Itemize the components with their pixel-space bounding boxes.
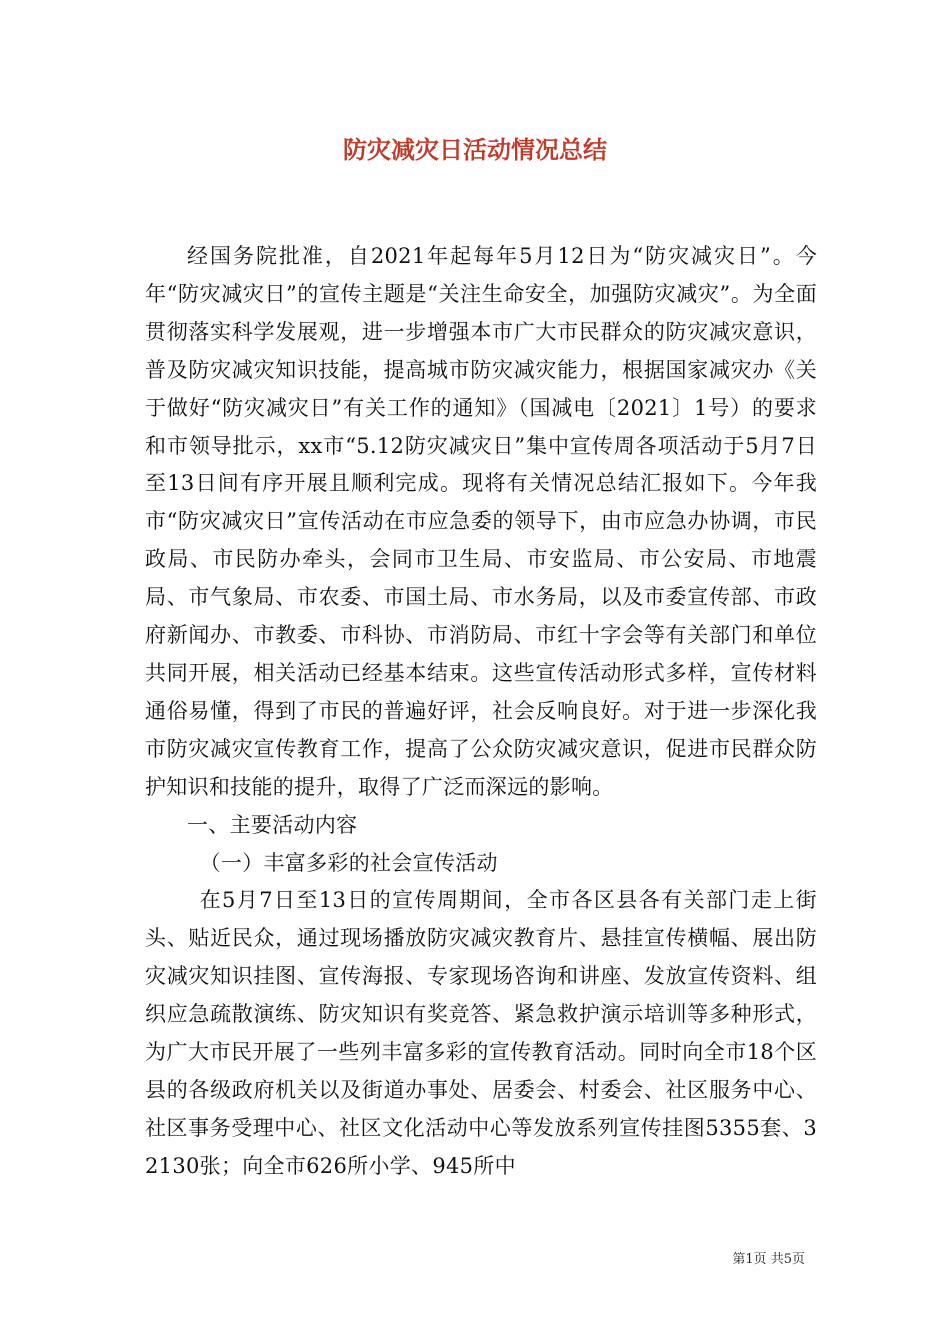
page-number: 第1页 共5页 <box>732 1252 805 1267</box>
section-heading: 一、主要活动内容 <box>187 812 358 837</box>
document-title: 防灾减灾日活动情况总结 <box>343 135 607 164</box>
document-body <box>145 238 817 1186</box>
subsection-heading: （一）丰富多彩的社会宣传活动 <box>199 850 498 875</box>
intro-paragraph: 经国务院批准，自2021年起每年5月12日为“防灾减灾日”。今年“防灾减灾日”的宣传主题是“关注生命安全，加强防灾减灾”。为全面贯彻落实科学发展观，进一步增强本市广大市民群众的防灾减灾意识，普及防灾减灾知识技能，提高城市防灾减灾能力，根据国家减灾办《关于做好“防灾减灾日”有关工作的通知》（国减电〔2021〕1号）的要求和市领导批示，xx市“5.12防灾减灾日”集中宣传周各项活动于5月7日至13日间有序开展且顺利完成。现将有关情况总结汇报如下。今年我市“防灾减灾日”宣传活动在市应急委的领导下，由市应急办协调，市民政局、市民防办牵头，会同市卫生局、市安监局、市公安局、市地震局、市气象局、市农委、市国土局、市水务局，以及市委宣传部、市政府新闻办、市教委、市科协、市消防局、市红十字会等有关部门和单位共同开展，相关活动已经基本结束。这些宣传活动形式多样，宣传材料通俗易懂，得到了市民的普遍好评，社会反响良好。对于进一步深化我市防灾减灾宣传教育工作，提高了公众防灾减灾意识，促进市民群众防护知识和技能的提升，取得了广泛而深远的影响。 <box>145 244 817 799</box>
subsection-paragraph: 在5月7日至13日的宣传周期间，全市各区县各有关部门走上街头、贴近民众，通过现场播放防灾减灾教育片、悬挂宣传横幅、展出防灾减灾知识挂图、宣传海报、专家现场咨询和讲座、发放宣传资料、组织应急疏散演练、防灾知识有奖竞答、紧急救护演示培训等多种形式，为广大市民开展了一些列丰富多彩的宣传教育活动。同时向全市18个区县的各级政府机关以及街道办事处、居委会、村委会、社区服务中心、社区事务受理中心、社区文化活动中心等发放系列宣传挂图5355套、32130张；向全市626所小学、945所中 <box>145 888 817 1178</box>
